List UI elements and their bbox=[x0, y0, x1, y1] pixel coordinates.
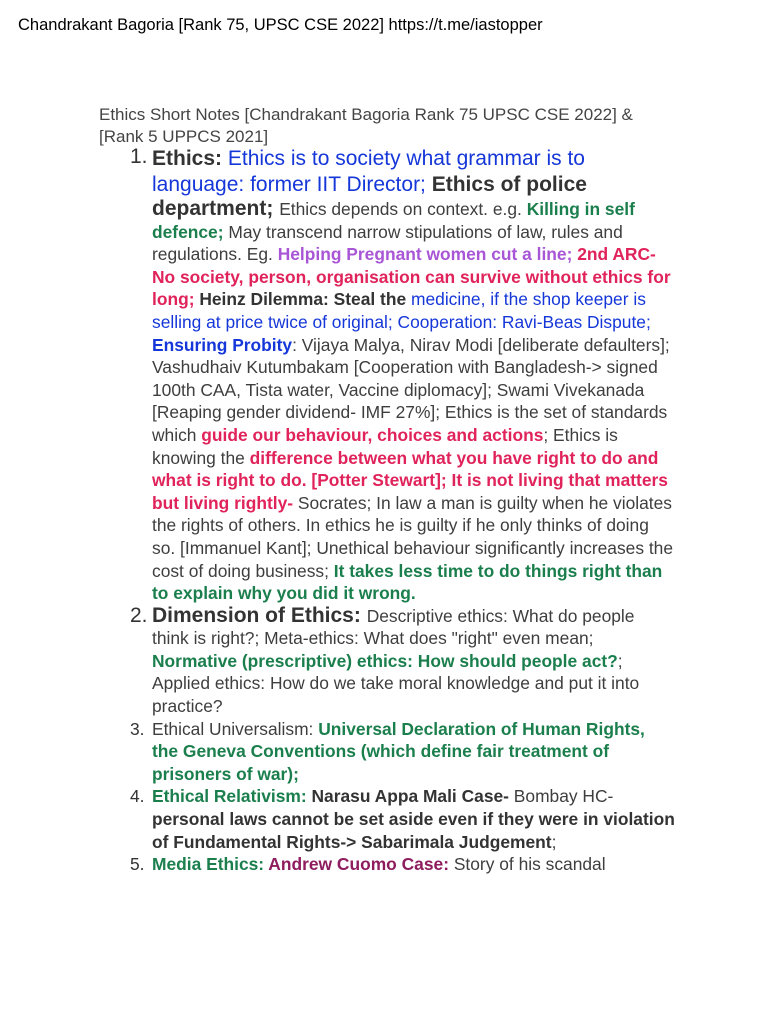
list-item bbox=[100, 853, 675, 876]
text-segment: May transcend narrow stipulations of law, rules and regulations. Eg. bbox=[152, 221, 623, 265]
page-header: Chandrakant Bagoria [Rank 75, UPSC CSE 2022] https://t.me/iastopper bbox=[18, 16, 543, 34]
text-segment: Ethics is to society what grammar is to language: former IIT Director; bbox=[152, 147, 585, 196]
text-segment: personal laws cannot be set aside even if they were in violation of Fundamental Rights-> Sabarimala Judgement bbox=[152, 809, 675, 852]
text-segment: ; Applied ethics: How do we take moral knowledge and put it into practice? bbox=[152, 650, 640, 717]
text-segment: Helping Pregnant women cut a line; bbox=[277, 244, 578, 265]
list-item bbox=[100, 718, 675, 786]
text-segment: Normative (prescriptive) ethics: How should people act? bbox=[152, 650, 618, 671]
text-segment: Heinz Dilemma: Steal the bbox=[199, 289, 411, 310]
item-number: 1. bbox=[130, 145, 148, 168]
text-segment: Descriptive ethics: What do people think is right?; Meta-ethics: What does "right" even mean; bbox=[152, 605, 635, 649]
notes-list bbox=[100, 146, 675, 876]
list-item bbox=[100, 605, 675, 718]
text-segment: Socrates; In law a man is guilty when he violates the rights of others. In ethics he is guilty if he only thinks of doing so. [Immanuel Kant]; Unethical behaviour significantly increases the cost of doing business; bbox=[152, 492, 674, 581]
text-segment: Killing in self defence; bbox=[152, 199, 635, 242]
text-segment: Ethics: bbox=[152, 147, 228, 170]
item-number: 5. bbox=[130, 854, 145, 875]
text-segment: Dimension of Ethics: bbox=[152, 603, 367, 627]
text-segment: Ethics of police department; bbox=[152, 173, 587, 220]
text-segment: Universal Declaration of Human Rights, the Geneva Conventions (which define fair treatment of prisoners of war); bbox=[152, 718, 645, 784]
text-segment: Ensuring Probity bbox=[152, 334, 293, 355]
list-item bbox=[100, 146, 675, 605]
document-title: Ethics Short Notes [Chandrakant Bagoria Rank 75 UPSC CSE 2022] & [Rank 5 UPPCS 2021] bbox=[99, 105, 633, 146]
text-segment: Story of his scandal bbox=[453, 854, 606, 875]
text-segment: 2nd ARC- No society, person, organisation can survive without ethics for long; bbox=[152, 244, 671, 310]
text-segment: difference between what you have right to do and what is right to do. [Potter Stewart]; It is not living that matters but living rightly- bbox=[152, 447, 668, 513]
text-segment: : Vijaya Malya, Nirav Modi [deliberate defaulters]; Vashudhaiv Kutumbakam [Cooperation with Bangladesh-> signed 100th CAA, Tista water, Vaccine diplomacy]; Swami Vivekanada [Reaping gender dividend- IMF 27%]; Ethics is the set of standards which bbox=[152, 334, 670, 445]
text-segment: ; bbox=[551, 831, 557, 852]
item-number: 3. bbox=[130, 718, 145, 739]
text-segment: Ethics depends on context. e.g. bbox=[279, 199, 527, 219]
text-segment: Ethical Universalism: bbox=[152, 718, 319, 739]
text-segment: Ethical Relativism: bbox=[152, 786, 312, 807]
text-segment: Narasu Appa Mali Case- bbox=[311, 786, 514, 807]
text-segment: ; Ethics is knowing the bbox=[152, 424, 618, 468]
text-segment: medicine, if the shop keeper is selling at price twice of original; Cooperation: Ravi-Beas Dispute; bbox=[152, 289, 651, 332]
list-item bbox=[100, 785, 675, 853]
item-number: 4. bbox=[130, 786, 145, 807]
text-segment: Bombay HC- bbox=[513, 786, 614, 807]
text-segment: It takes less time to do things right than to explain why you did it wrong. bbox=[152, 560, 663, 604]
text-segment: Media Ethics: bbox=[152, 854, 269, 875]
item-number: 2. bbox=[130, 603, 148, 627]
text-segment: Andrew Cuomo Case: bbox=[268, 854, 454, 875]
text-segment: guide our behaviour, choices and actions bbox=[201, 424, 544, 445]
